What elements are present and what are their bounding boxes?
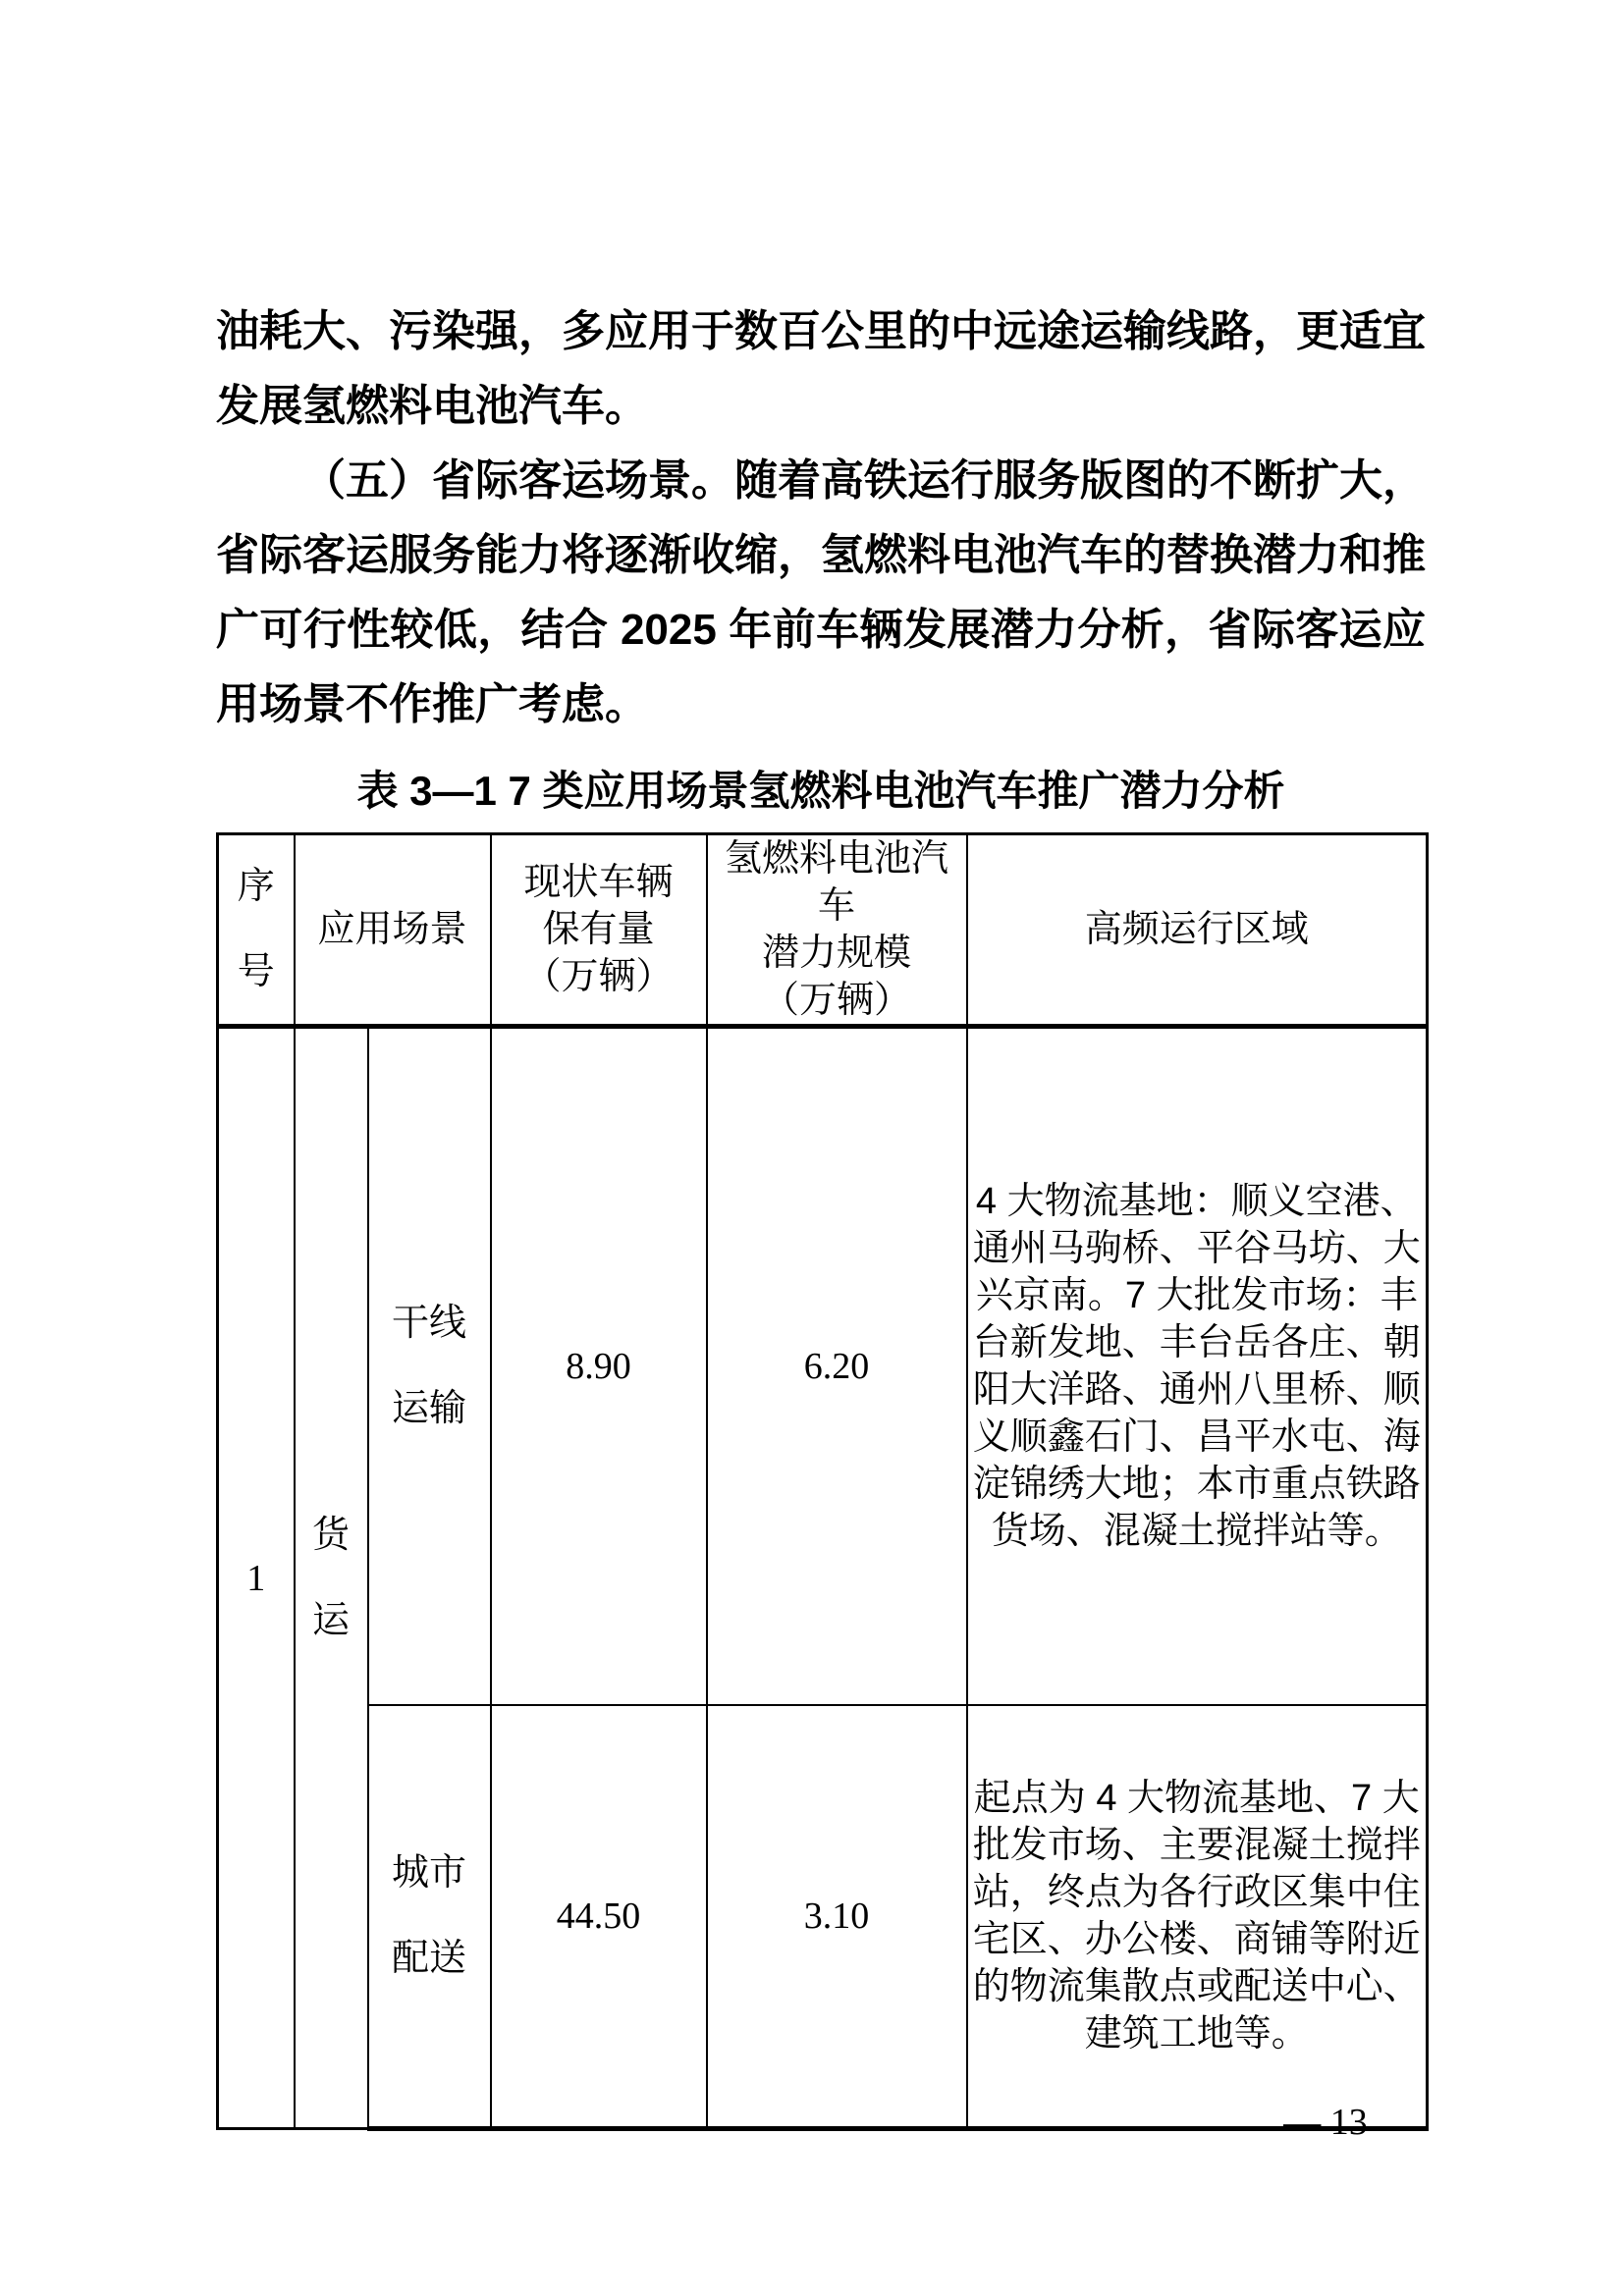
- cell-scenario-line: 干线: [392, 1303, 467, 1344]
- header-index: [218, 834, 295, 1027]
- cell-current-fleet-trunk: 8.90: [491, 1027, 707, 1706]
- body-text-block: [216, 294, 1426, 742]
- cell-scenario-line: 运输: [392, 1388, 467, 1429]
- cell-index: 1: [218, 1027, 295, 2129]
- paragraph-interprovincial-passenger: （五）省际客运场景。随着高铁运行服务版图的不断扩大，省际客运服务能力将逐渐收缩，氢燃料电池汽车的替换潜力和推广可行性较低，结合 2025 年前车辆发展潜力分析，省际客运应用场景不作推广考虑。: [216, 456, 1426, 728]
- table-row-urban-delivery: [218, 1705, 1428, 2129]
- header-potential: [707, 834, 967, 1027]
- page-number: — 13: [1283, 2102, 1368, 2143]
- cell-scenario-urban: [368, 1705, 491, 2129]
- header-potential-line: 氢燃料电池汽车: [725, 838, 949, 927]
- potential-analysis-table: [216, 832, 1429, 2131]
- header-current-fleet-line: 保有量: [542, 909, 655, 950]
- header-index-line: 号: [237, 951, 275, 992]
- cell-potential-urban: 3.10: [707, 1705, 967, 2129]
- header-potential-line: 潜力规模: [762, 933, 912, 974]
- header-current-fleet: [491, 834, 707, 1027]
- table-caption: 表 3—1 7 类应用场景氢燃料电池汽车推广潜力分析: [356, 768, 1285, 814]
- table-row-trunk-transport: [218, 1027, 1428, 1706]
- cell-region-urban: 起点为 4 大物流基地、7 大批发市场、主要混凝土搅拌站，终点为各行政区集中住宅区、办公楼、商铺等附近的物流集散点或配送中心、建筑工地等。: [967, 1705, 1428, 2129]
- cell-category-line: 运: [311, 1599, 350, 1641]
- header-current-fleet-line: （万辆）: [523, 956, 674, 997]
- header-scenario: 应用场景: [295, 834, 491, 1027]
- header-index-line: 序: [237, 866, 275, 907]
- cell-category-line: 货: [311, 1514, 350, 1556]
- header-potential-line: （万辆）: [762, 980, 912, 1021]
- header-current-fleet-line: 现状车辆: [523, 862, 674, 903]
- cell-scenario-trunk: [368, 1027, 491, 1706]
- cell-scenario-line: 城市: [392, 1852, 467, 1894]
- paragraph-fuel-consumption: 油耗大、污染强，多应用于数百公里的中远途运输线路，更适宜发展氢燃料电池汽车。: [216, 307, 1426, 430]
- cell-potential-trunk: 6.20: [707, 1027, 967, 1706]
- header-region: 高频运行区域: [967, 834, 1428, 1027]
- table-header-row: [218, 834, 1428, 1027]
- cell-region-trunk: 4 大物流基地：顺义空港、通州马驹桥、平谷马坊、大兴京南。7 大批发市场：丰台新发地、丰台岳各庄、朝阳大洋路、通州八里桥、顺义顺鑫石门、昌平水屯、海淀锦绣大地；本市重点铁路货场、混凝土搅拌站等。: [967, 1027, 1428, 1706]
- cell-current-fleet-urban: 44.50: [491, 1705, 707, 2129]
- cell-category-freight: [295, 1027, 368, 2129]
- cell-scenario-line: 配送: [392, 1938, 467, 1979]
